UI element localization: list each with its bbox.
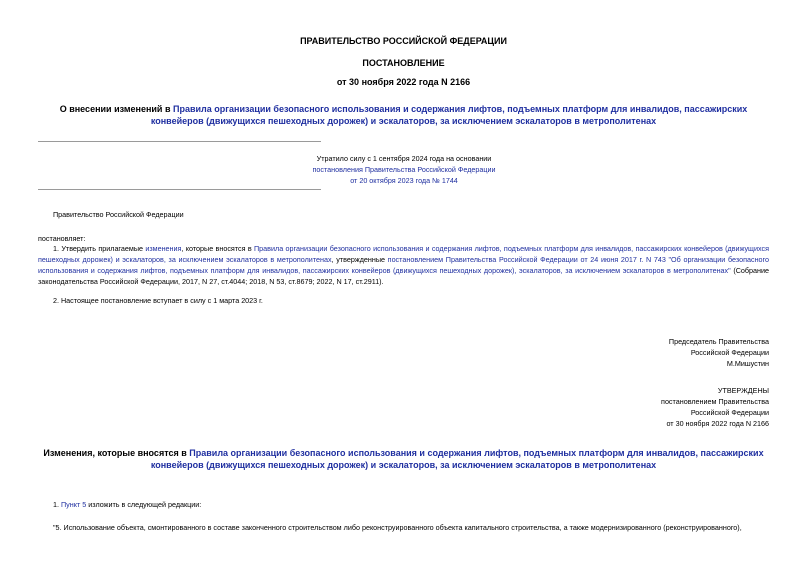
p1-rules-link[interactable]: Правила организации безопасного использования и содержания лифтов, подъемных платформ для инвалидов, пассажирских конвейеров (движущихся пешеходных дорожек) и эскалаторов, за исключением эскалаторов в метрополитенах — [38, 244, 769, 264]
divider-top — [38, 141, 321, 142]
p1-text-d: (Собрание законодательства Российской Федерации, 2017, N 27, ст.4044; 2018, N 53, ст.8679; 2022, N 17, ст.2911). — [38, 266, 769, 286]
approved-label: УТВЕРЖДЕНЫ — [717, 386, 769, 395]
title-rules-link[interactable]: Правила организации безопасного использования и содержания лифтов, подъемных платформ для инвалидов, пассажирских конвейеров (движущихся пешеходных дорожек) и эскалаторов, за исключением эскалаторов в метрополитенах — [150, 104, 748, 126]
paragraph-1 — [38, 243, 769, 287]
change-item-1-link[interactable]: Пункт 5 — [61, 500, 87, 509]
approved-block — [661, 385, 769, 429]
signature-title: Председатель Правительства — [668, 337, 769, 346]
approved-date: от 30 ноября 2022 года N 2166 — [666, 419, 769, 428]
divider-bottom — [38, 189, 321, 190]
change-item-1-num: 1. — [53, 500, 61, 509]
issuer: Правительство Российской Федерации — [53, 210, 184, 219]
signature-block — [669, 336, 769, 369]
status-note — [290, 153, 518, 186]
p1-text-a: 1. Утвердить прилагаемые — [53, 244, 146, 253]
p1-text-c: , утвержденные — [331, 255, 388, 264]
government-heading: ПРАВИТЕЛЬСТВО РОССИЙСКОЙ ФЕДЕРАЦИИ — [300, 36, 507, 46]
p1-changes-link[interactable]: изменения — [145, 244, 182, 253]
changes-title-rules-link[interactable]: Правила организации безопасного использования и содержания лифтов, подъемных платформ для инвалидов, пассажирских конвейеров (движущихся пешеходных дорожек) и эскалаторов, за исключением эскалаторов в метрополитенах — [150, 448, 764, 470]
approved-by: постановлением Правительства — [661, 397, 769, 406]
changes-title-prefix: Изменения, которые вносятся в — [43, 448, 190, 458]
change-item-1 — [53, 499, 201, 510]
change-item-5: "5. Использование объекта, смонтированного в составе законченного строительством либо реконструированного объекта капитального строительства, а также модернизированного (реконструированного), — [53, 523, 742, 532]
title-prefix: О внесении изменений в — [59, 104, 173, 114]
changes-title — [40, 447, 767, 471]
signature-name: М.Мишустин — [726, 359, 769, 368]
status-note-link[interactable]: постановления Правительства Российской Федерации — [312, 165, 496, 174]
p1-text-b: , которые вносятся в — [181, 244, 255, 253]
status-note-link-date[interactable]: от 20 октября 2023 года № 1744 — [350, 176, 458, 185]
change-item-1-text: изложить в следующей редакции: — [86, 500, 202, 509]
approved-org: Российской Федерации — [690, 408, 769, 417]
p1-resolution-link[interactable]: постановлением Правительства Российской Федерации от 24 июня 2017 г. N 743 "Об организации безопасного использования и содержания лифтов, подъемных платформ для инвалидов, пассажирских конвейеров (движущихся пешеходных дорожек), эскалаторов, за исключением эскалаторов в метрополитенах" — [38, 255, 769, 275]
decrees-word: постановляет: — [38, 234, 86, 243]
document-date-number: от 30 ноября 2022 года N 2166 — [336, 77, 471, 87]
paragraph-2: 2. Настоящее постановление вступает в силу с 1 марта 2023 г. — [53, 296, 263, 305]
document-title — [40, 103, 767, 127]
status-note-line1: Утратило силу с 1 сентября 2024 года на основании — [316, 154, 492, 163]
document-type: ПОСТАНОВЛЕНИЕ — [362, 58, 445, 68]
signature-org: Российской Федерации — [690, 348, 769, 357]
